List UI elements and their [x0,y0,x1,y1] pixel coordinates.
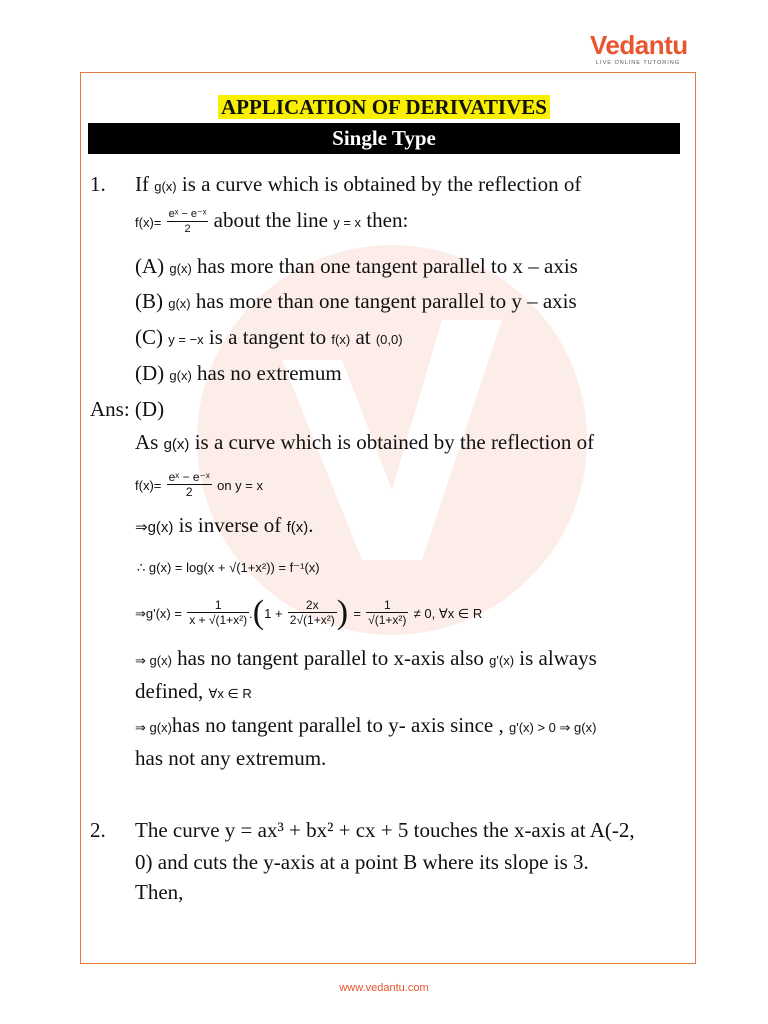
answer-line3: ⇒g(x) is inverse of f(x). [135,513,314,537]
answer-line4: ∴ g(x) = log(x + √(1+x²)) = f⁻¹(x) [137,560,320,575]
brand-name: Vedantu [590,30,688,60]
title-wrap [0,95,768,119]
q1-line2: f(x)= $\frac{\text{eˣ − e⁻ˣ}}{2}$ about the line y = x then: [135,207,409,235]
q1-number: 1. [90,172,106,196]
brand-logo [590,30,690,70]
q2-line1: The curve y = ax³ + bx² + cx + 5 touches the x-axis at A(-2, [135,818,635,842]
page-title: APPLICATION OF DERIVATIVES [218,95,550,119]
q1-option-b: (B) g(x) has more than one tangent parallel to y – axis [135,289,577,313]
brand-tagline: LIVE ONLINE TUTORING [596,60,680,66]
answer-line7: defined, ∀x ∈ R [135,679,252,703]
answer-line6: ⇒ g(x) has no tangent parallel to x-axis also g'(x) is always [135,646,597,670]
footer-website[interactable]: www.vedantu.com [339,982,429,994]
answer-line2: f(x)= $\frac{\text{eˣ − e⁻ˣ}}{2}$ on y = x [135,470,263,499]
answer-line9: has not any extremum. [135,746,327,770]
q1-option-a: (A) g(x) has more than one tangent parallel to x – axis [135,254,578,278]
answer-fraction: $\frac{\text{eˣ − e⁻ˣ}}{2}$ [168,470,210,499]
answer-line1: As g(x) is a curve which is obtained by the reflection of [135,430,595,454]
q1-fraction: $\frac{\text{eˣ − e⁻ˣ}}{2}$ [168,208,207,235]
section-subtitle: Single Type [88,123,680,154]
q2-number: 2. [90,818,106,842]
answer-label: Ans: (D) [90,397,165,421]
q1-option-c: (C) y = −x is a tangent to f(x) at (0,0) [135,325,403,349]
q2-line2: 0) and cuts the y-axis at a point B where its slope is 3. [135,850,589,874]
q1-line1: If g(x) is a curve which is obtained by the reflection of [135,172,582,196]
q2-line3: Then, [135,880,184,904]
q1-option-d: (D) g(x) has no extremum [135,361,342,385]
answer-line5: ⇒g'(x) = $\frac{1}{\text{x + √(1+x²)}}$ .(1 + $\frac{2x}{\text{2√(1+x²)}}$ ) = $\frac{1}{\text{√(1+x²)}}$ ≠ 0, ∀x ∈ R [135,594,483,631]
answer-line8: ⇒ g(x)has no tangent parallel to y- axis since , g'(x) > 0 ⇒ g(x) [135,713,597,737]
